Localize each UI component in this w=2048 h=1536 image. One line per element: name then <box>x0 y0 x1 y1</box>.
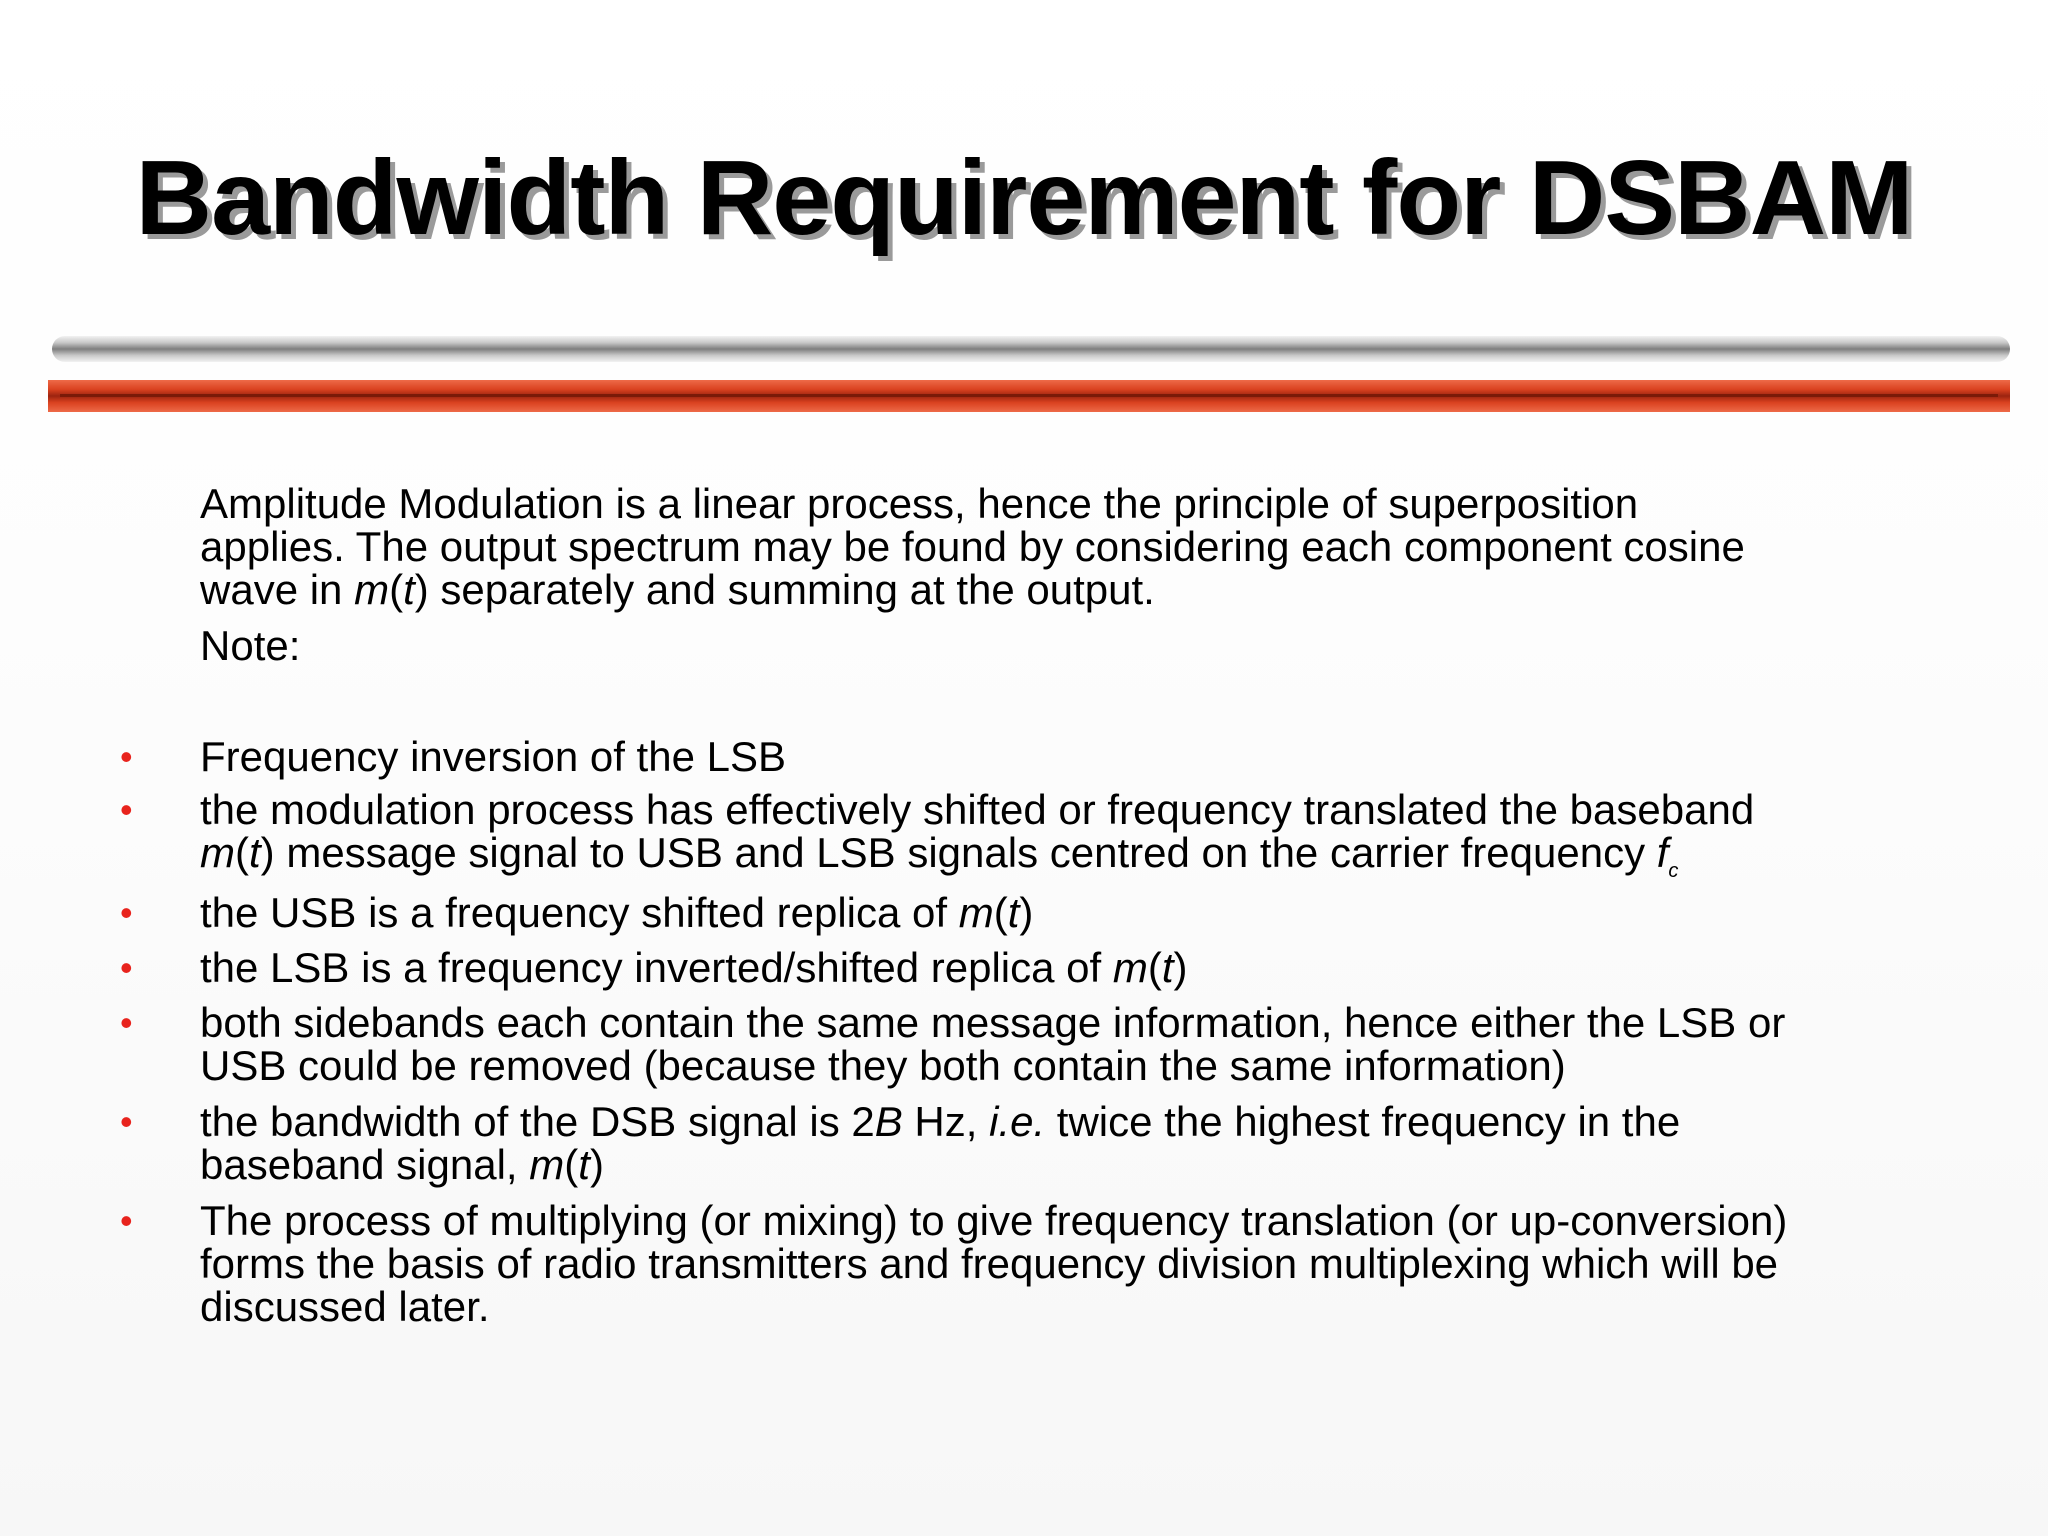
bullet-item-4 <box>120 944 1960 991</box>
bullet-item-1 <box>120 733 1960 780</box>
bullet-item-5 <box>120 999 1960 1089</box>
bullet-marker: • <box>120 789 133 830</box>
intro-paragraph <box>200 482 1960 611</box>
bullet-text-line-3: discussed later. <box>200 1283 490 1330</box>
slide-title: Bandwidth Requirement for DSBAM <box>135 139 1913 257</box>
bullet-text-line-2: USB could be removed (because they both contain the same information) <box>200 1042 1566 1089</box>
intro-line-1: Amplitude Modulation is a linear process, hence the principle of superposition <box>200 480 1639 527</box>
intro-line-2: applies. The output spectrum may be found by considering each component cosine <box>200 523 1745 570</box>
bullet-text-line-1: both sidebands each contain the same message information, hence either the LSB or <box>200 999 1786 1046</box>
bullet-text-line-1: the bandwidth of the DSB signal is 2B Hz, i.e. twice the highest frequency in the <box>200 1098 1681 1145</box>
note-label: Note: <box>200 622 301 669</box>
bullet-marker: • <box>120 1101 133 1142</box>
intro-line-3: wave in m(t) separately and summing at the output. <box>200 566 1155 613</box>
bullet-marker: • <box>120 947 133 988</box>
bullet-text: the LSB is a frequency inverted/shifted replica of m(t) <box>200 944 1188 991</box>
bullet-text-line-1: the modulation process has effectively shifted or frequency translated the baseband <box>200 786 1755 833</box>
bullet-item-2 <box>120 786 1960 893</box>
title-divider-red <box>48 380 2010 412</box>
carrier-subscript: c <box>1668 860 1679 882</box>
bullet-item-6 <box>120 1098 1960 1188</box>
bullet-marker: • <box>120 892 133 933</box>
bullet-text-line-2: baseband signal, m(t) <box>200 1141 604 1188</box>
bullet-text: the USB is a frequency shifted replica of m(t) <box>200 889 1034 936</box>
bullet-item-7 <box>120 1197 1960 1330</box>
bullet-text-line-1: The process of multiplying (or mixing) to give frequency translation (or up-conversion) <box>200 1197 1788 1244</box>
bullet-marker: • <box>120 1200 133 1241</box>
bullet-text-line-2: forms the basis of radio transmitters and frequency division multiplexing which will be <box>200 1240 1779 1287</box>
title-divider-gray <box>52 336 2010 362</box>
bullet-item-3 <box>120 889 1960 936</box>
bullet-marker: • <box>120 1002 133 1043</box>
bullet-text: Frequency inversion of the LSB <box>200 733 786 780</box>
bullet-text-line-2: m(t) message signal to USB and LSB signals centred on the carrier frequency $f_c$ <box>200 829 1679 882</box>
bullet-marker: • <box>120 736 133 777</box>
